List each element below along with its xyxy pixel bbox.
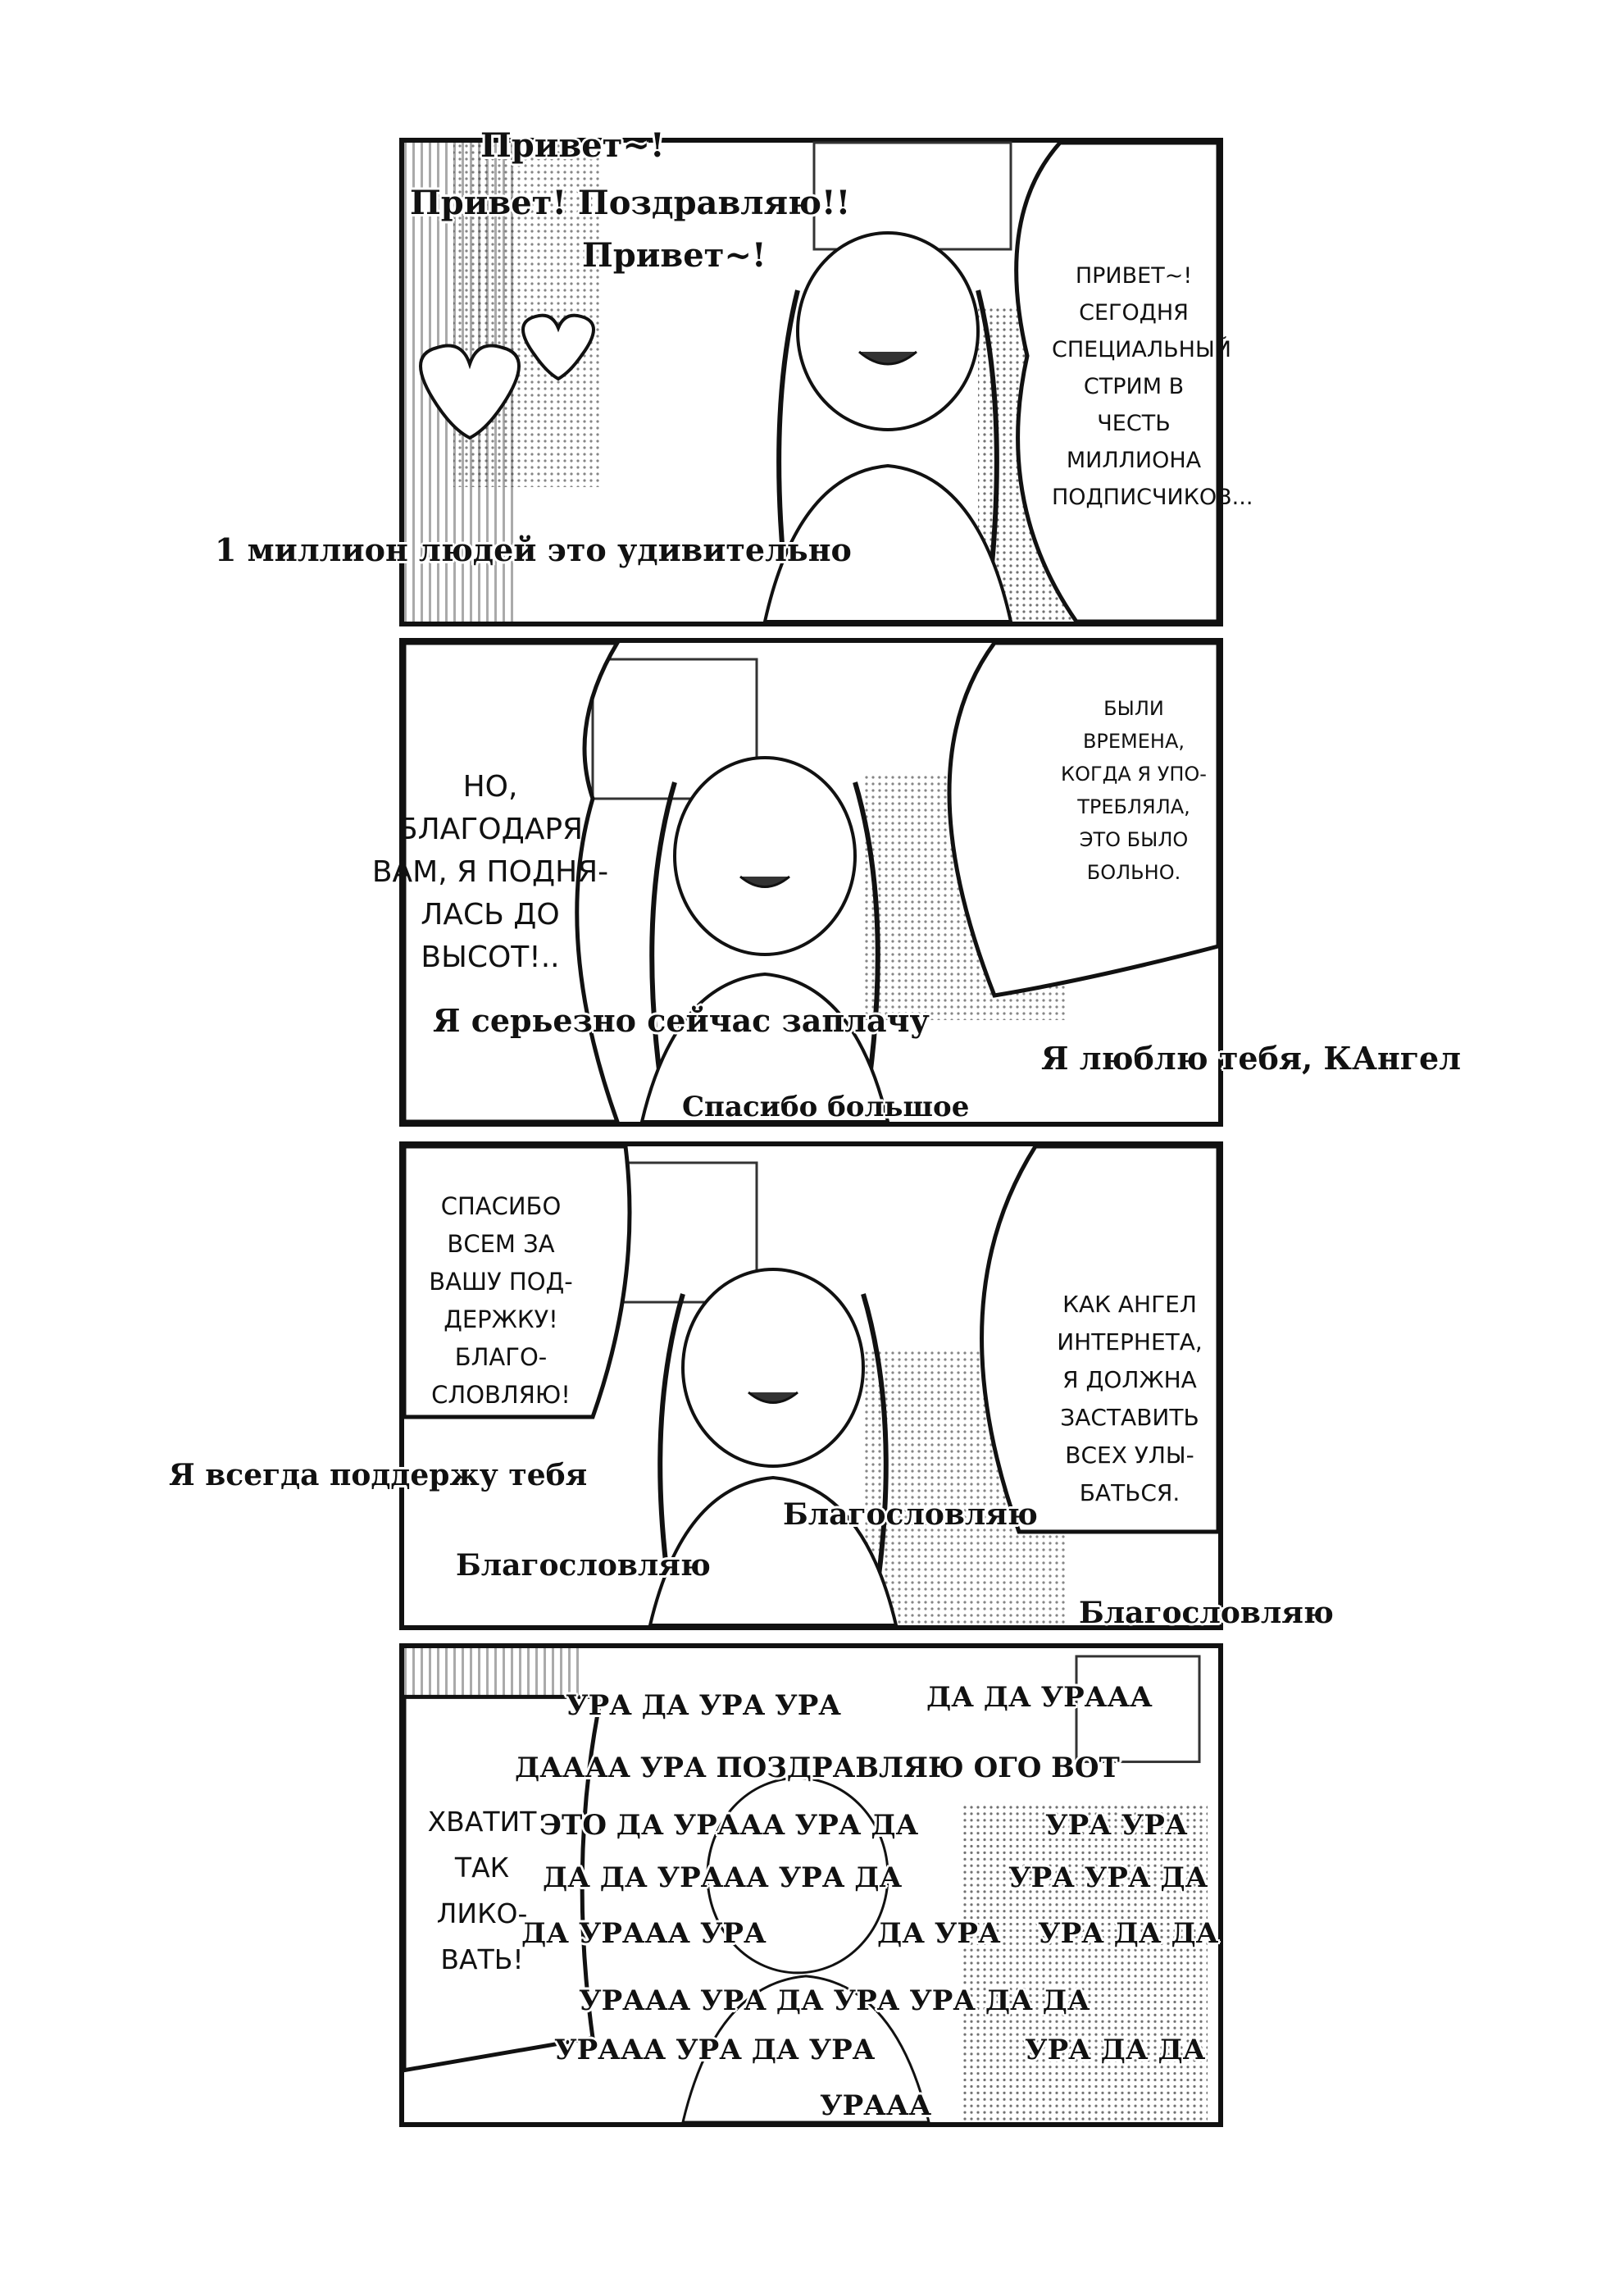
left-speech-bubble: НО, БЛАГОДАРЯ ВАМ, Я ПОДНЯ- ЛАСЬ ДО ВЫСОТ!.. [371,770,609,974]
chat-comment: Спасибо большое [682,1091,970,1123]
chat-comment: Я всегда поддержу тебя [169,1458,588,1492]
cheer-text: УРААА [820,2089,932,2122]
chat-comment: Благословляю [783,1497,1038,1532]
cheer-text: УРА ДА УРА УРА [566,1689,841,1722]
narration-bubble: ПРИВЕТ~! СЕГОДНЯ СПЕЦИАЛЬНЫЙ СТРИМ В ЧЕСТЬ МИЛЛИОНА ПОДПИСЧИКОВ... [1052,263,1253,510]
cheer-text: УРААА УРА ДА УРА УРА ДА ДА [579,1984,1090,2017]
left-speech-bubble: СПАСИБО ВСЕМ ЗА ВАШУ ПОД- ДЕРЖКУ! БЛАГО- СЛОВЛЯЮ! [429,1192,573,1409]
cheer-text: ЭТО ДА УРААА УРА ДА [539,1809,919,1842]
cheer-text: УРА УРА ДА [1008,1861,1208,1894]
chat-comment: Привет! Поздравляю!! [410,184,851,222]
chat-comment: Благословляю [456,1548,711,1583]
cheer-text: ДА УРА [877,1917,1001,1950]
chat-comment: Я люблю тебя, КАнгел [1041,1040,1462,1077]
right-speech-bubble: КАК АНГЕЛ ИНТЕРНЕТА, Я ДОЛЖНА ЗАСТАВИТЬ ВСЕХ УЛЫ- БАТЬСЯ. [1057,1291,1203,1506]
chat-comment: Привет~! [582,236,767,275]
chat-comment: 1 миллион людей это удивительно [215,531,852,568]
chat-comment: Привет~! [480,126,665,165]
cheer-text: УРААА УРА ДА УРА [554,2034,876,2066]
cheer-text: ДАААА УРА ПОЗДРАВЛЯЮ ОГО ВОТ [515,1752,1120,1784]
chat-comment: Благословляю [1079,1596,1334,1630]
cheer-text: ДА ДА УРААА [926,1681,1153,1714]
cheer-text: УРА ДА ДА [1038,1917,1219,1950]
cheer-text: ДА УРААА УРА [521,1917,767,1950]
cheer-text: УРА ДА ДА [1025,2034,1206,2066]
cheer-text: УРА УРА [1045,1809,1188,1842]
cheer-text: ДА ДА УРААА УРА ДА [543,1861,903,1894]
left-speech-bubble: ХВАТИТ ТАК ЛИКО- ВАТЬ! [427,1806,537,1975]
chat-comment: Я серьезно сейчас заплачу [433,1002,930,1039]
right-speech-bubble: БЫЛИ ВРЕМЕНА, КОГДА Я УПО- ТРЕБЛЯЛА, ЭТО БЫЛО БОЛЬНО. [1061,697,1207,884]
